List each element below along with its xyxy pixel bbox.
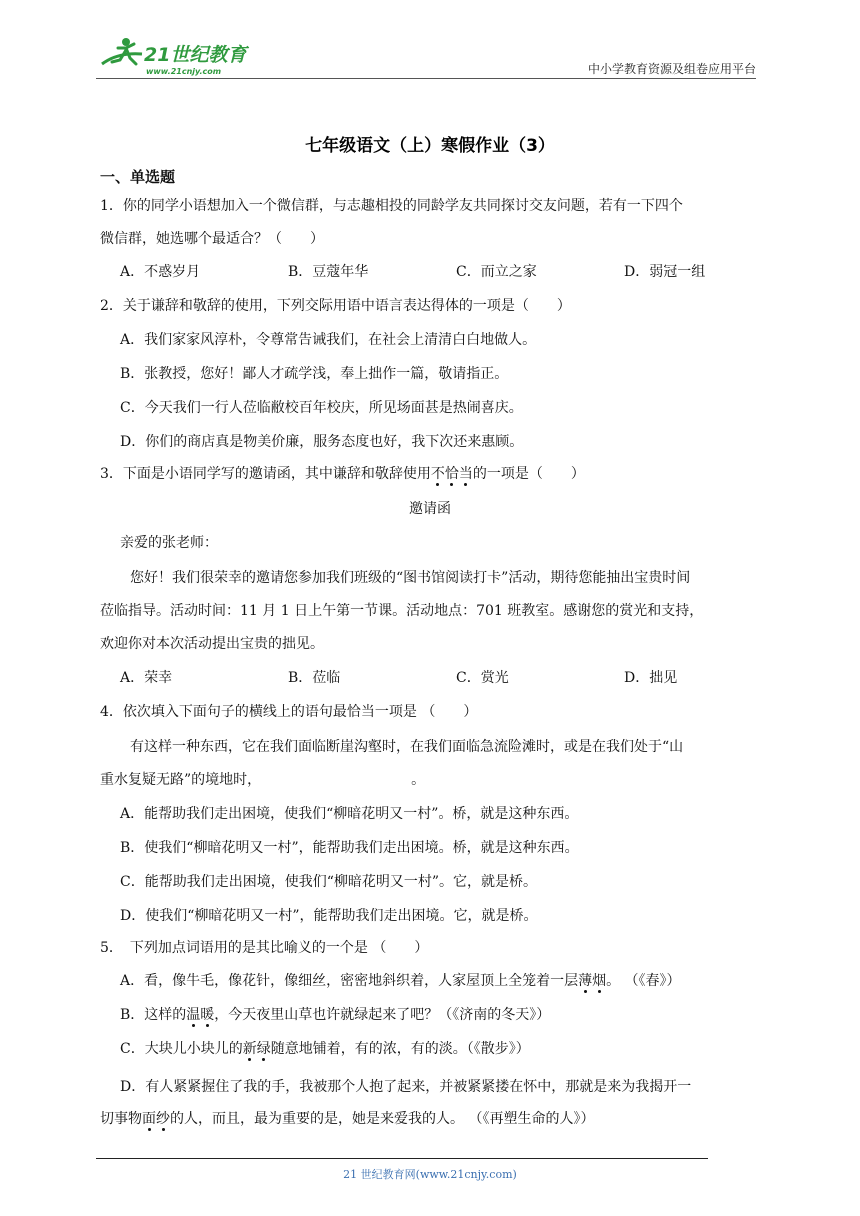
q5-option-a[interactable]: A．看，像牛毛，像花针，像细丝，密密地斜织着，人家屋顶上全笼着一层薄烟。 （《春》）	[120, 973, 681, 989]
dotted-char: 纱	[156, 1111, 170, 1127]
q4-body-line1: 有这样一种东西，它在我们面临断崖沟壑时，在我们面临急流险滩时，或是在我们处于“山	[130, 739, 684, 755]
letter-body-line2: 莅临指导。活动时间：11 月 1 日上午第一节课。活动地点：701 班教室。感谢您的赏光和支持，	[100, 603, 704, 619]
q3-option-b[interactable]: B．莅临	[288, 670, 341, 686]
dotted-char: 新	[242, 1041, 257, 1057]
q3-stem: 3．下面是小语同学写的邀请函，其中谦辞和敬辞使用不恰当的一项是（ ）	[100, 466, 585, 482]
q1-option-c[interactable]: C．而立之家	[456, 264, 537, 280]
dotted-char: 面	[142, 1111, 156, 1127]
svg-text:21世纪教育: 21世纪教育	[144, 44, 247, 66]
q5-stem: 5． 下列加点词语用的是其比喻义的一个是 （ ）	[100, 940, 429, 956]
q5-option-b[interactable]: B．这样的温暖，今天夜里山草也许就绿起来了吧？（《济南的冬天》）	[120, 1007, 551, 1023]
q4-stem: 4．依次填入下面句子的横线上的语句最恰当一项是 （ ）	[100, 704, 478, 720]
svg-text:www.21cnjy.com: www.21cnjy.com	[146, 67, 222, 76]
site-logo	[96, 34, 266, 78]
footer-divider	[96, 1158, 708, 1159]
dotted-char: 当	[458, 466, 473, 482]
q1-option-b[interactable]: B．豆蔻年华	[288, 264, 369, 280]
q5-option-c[interactable]: C．大块儿小块儿的新绿随意地铺着，有的浓，有的淡。（《散步》）	[120, 1041, 530, 1057]
letter-body-line1: 您好！我们很荣幸的邀请您参加我们班级的“图书馆阅读打卡”活动，期待您能抽出宝贵时间	[130, 570, 691, 586]
fill-blank[interactable]	[261, 783, 411, 784]
q1-stem-line1: 1．你的同学小语想加入一个微信群，与志趣相投的同龄学友共同探讨交友问题，若有一下四个	[100, 198, 683, 214]
q4-option-a[interactable]: A．能帮助我们走出困境，使我们“柳暗花明又一村”。桥，就是这种东西。	[120, 806, 579, 822]
dotted-char: 不	[430, 466, 445, 482]
q5-option-d-line1[interactable]: D．有人紧紧握住了我的手，我被那个人抱了起来，并被紧紧搂在怀中，那就是来为我揭开一	[120, 1079, 692, 1095]
q4-body-line2: 重水复疑无路”的境地时， 。	[100, 772, 426, 788]
q2-option-d[interactable]: D．你们的商店真是物美价廉，服务态度也好，我下次还来惠顾。	[120, 434, 524, 450]
letter-greeting: 亲爱的张老师：	[120, 535, 218, 551]
q1-stem-line2: 微信群，她选哪个最适合？（ ）	[100, 231, 324, 247]
q2-stem: 2．关于谦辞和敬辞的使用，下列交际用语中语言表达得体的一项是（ ）	[100, 298, 571, 314]
q4-option-d[interactable]: D．使我们“柳暗花明又一村”，能帮助我们走出困境。它，就是桥。	[120, 908, 538, 924]
q1-option-a[interactable]: A．不惑岁月	[120, 264, 201, 280]
q3-option-a[interactable]: A．荣幸	[120, 670, 173, 686]
q5-option-d-line2[interactable]: 切事物面纱的人，而且，最为重要的是，她是来爱我的人。 （《再塑生命的人》）	[100, 1111, 595, 1127]
platform-name: 中小学教育资源及组卷应用平台	[587, 62, 756, 76]
dotted-char: 烟	[592, 973, 607, 989]
q2-option-a[interactable]: A．我们家家风淳朴，令尊常告诫我们，在社会上清清白白地做人。	[120, 332, 537, 348]
q4-option-c[interactable]: C．能帮助我们走出困境，使我们“柳暗花明又一村”。它，就是桥。	[120, 874, 538, 890]
letter-body-line3: 欢迎你对本次活动提出宝贵的拙见。	[100, 636, 324, 652]
dotted-char: 绿	[256, 1041, 271, 1057]
q1-option-d[interactable]: D．弱冠一组	[624, 264, 706, 280]
runner-logo-icon	[96, 34, 266, 78]
dotted-char: 薄	[578, 973, 593, 989]
dotted-char: 恰	[444, 466, 459, 482]
q3-options	[120, 668, 792, 688]
section-heading: 一、单选题	[100, 168, 176, 186]
q1-options	[120, 262, 792, 282]
q4-option-b[interactable]: B．使我们“柳暗花明又一村”，能帮助我们走出困境。桥，就是这种东西。	[120, 840, 579, 856]
dotted-char: 温	[186, 1007, 201, 1023]
q2-option-c[interactable]: C．今天我们一行人莅临敝校百年校庆，所见场面甚是热闹喜庆。	[120, 400, 523, 416]
header-divider	[96, 78, 756, 79]
dotted-char: 暖	[200, 1007, 215, 1023]
page-title: 七年级语文（上）寒假作业（3）	[305, 136, 555, 156]
q3-option-d[interactable]: D．拙见	[624, 670, 678, 686]
footer-link[interactable]: 21 世纪教育网(www.21cnjy.com)	[343, 1168, 517, 1181]
q3-option-c[interactable]: C．赏光	[456, 670, 509, 686]
q2-option-b[interactable]: B．张教授，您好！鄙人才疏学浅，奉上拙作一篇，敬请指正。	[120, 366, 509, 382]
letter-title: 邀请函	[409, 501, 451, 517]
